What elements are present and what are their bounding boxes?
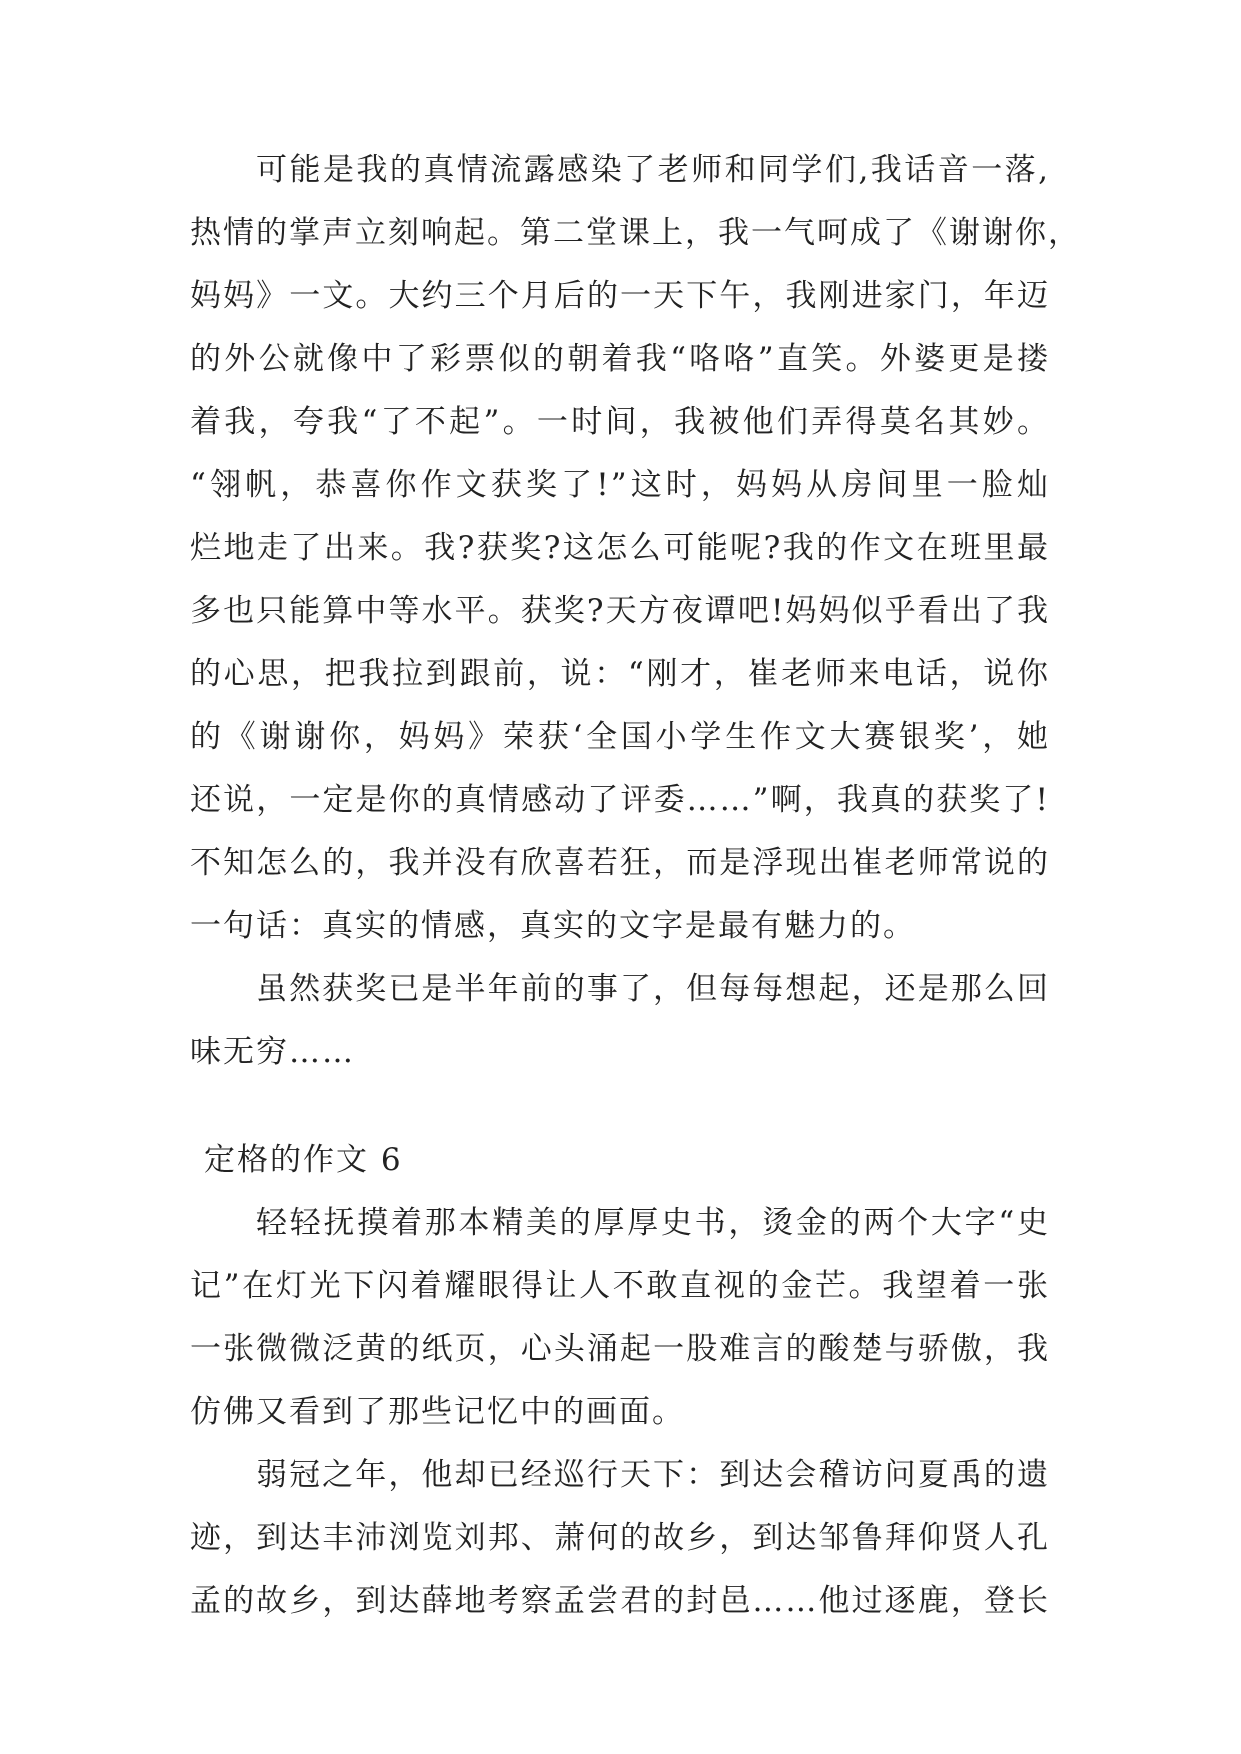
paragraph-line: 迹，到达丰沛浏览刘邦、萧何的故乡，到达邹鲁拜仰贤人孔 — [190, 1520, 1050, 1556]
paragraph-line: 一张微微泛黄的纸页，心头涌起一股难言的酸楚与骄傲，我 — [190, 1331, 1050, 1367]
paragraph-line: 一句话：真实的情感，真实的文字是最有魅力的。 — [190, 908, 916, 944]
paragraph-line: 记”在灯光下闪着耀眼得让人不敢直视的金芒。我望着一张 — [190, 1268, 1050, 1304]
paragraph-line: 弱冠之年，他却已经巡行天下：到达会稽访问夏禹的遗 — [256, 1457, 1050, 1493]
paragraph-line: 轻轻抚摸着那本精美的厚厚史书，烫金的两个大字“史 — [256, 1205, 1050, 1241]
paragraph-line: 虽然获奖已是半年前的事了，但每每想起，还是那么回 — [256, 971, 1050, 1007]
paragraph-line: 孟的故乡，到达薛地考察孟尝君的封邑……他过逐鹿，登长 — [190, 1583, 1050, 1619]
paragraph-line: 不知怎么的，我并没有欣喜若狂，而是浮现出崔老师常说的 — [190, 845, 1050, 881]
paragraph-line: 还说，一定是你的真情感动了评委……”啊，我真的获奖了! — [190, 782, 1050, 818]
paragraph-line: 的外公就像中了彩票似的朝着我“咯咯”直笑。外婆更是搂 — [190, 341, 1050, 377]
paragraph-line: 多也只能算中等水平。获奖?天方夜谭吧!妈妈似乎看出了我 — [190, 593, 1050, 629]
paragraph-line: 仿佛又看到了那些记忆中的画面。 — [190, 1394, 685, 1430]
paragraph-line: 妈妈》一文。大约三个月后的一天下午，我刚进家门，年迈 — [190, 278, 1050, 314]
paragraph-line: 可能是我的真情流露感染了老师和同学们,我话音一落, — [256, 152, 1050, 188]
paragraph-line: 热情的掌声立刻响起。第二堂课上，我一气呵成了《谢谢你， — [190, 215, 1081, 251]
paragraph-line: 味无穷…… — [190, 1034, 355, 1070]
paragraph-line: 的《谢谢你，妈妈》荣获‘全国小学生作文大赛银奖’，她 — [190, 719, 1050, 755]
paragraph-line: 的心思，把我拉到跟前，说：“刚才，崔老师来电话，说你 — [190, 656, 1050, 692]
paragraph-line: 烂地走了出来。我?获奖?这怎么可能呢?我的作文在班里最 — [190, 530, 1050, 566]
paragraph-line: “翎帆，恭喜你作文获奖了!”这时，妈妈从房间里一脸灿 — [190, 467, 1050, 503]
section-title: 定格的作文 6 — [204, 1142, 403, 1178]
paragraph-line: 着我，夸我“了不起”。一时间，我被他们弄得莫名其妙。 — [190, 404, 1050, 440]
